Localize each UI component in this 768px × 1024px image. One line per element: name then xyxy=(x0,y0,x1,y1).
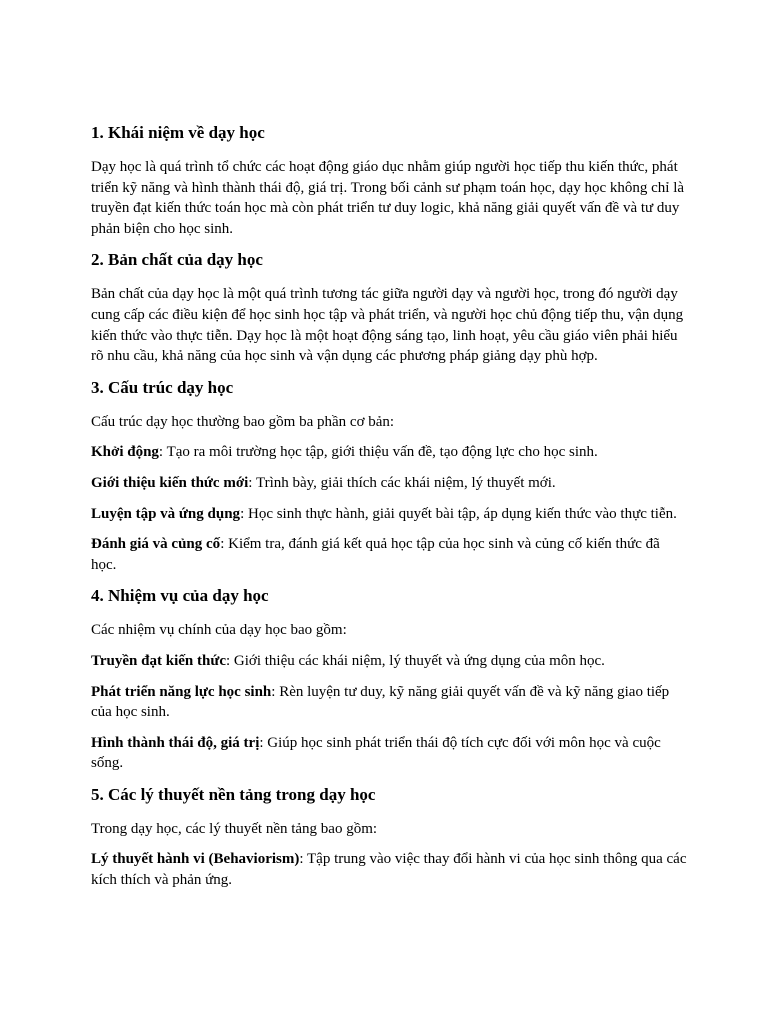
paragraph-text: Dạy học là quá trình tổ chức các hoạt động giáo dục nhằm giúp người học tiếp thu kiến thức, phát triển kỹ năng và hình thành thái độ, giá trị. Trong bối cảnh sư phạm toán học, dạy học không chỉ là truyền đạt kiến thức toán học mà còn phát triển tư duy logic, khả năng giải quyết vấn đề và tư duy phản biện cho học sinh. xyxy=(91,159,685,237)
paragraph xyxy=(91,157,687,239)
list-item xyxy=(91,651,687,672)
document-body xyxy=(91,122,687,901)
paragraph-text: Bản chất của dạy học là một quá trình tương tác giữa người dạy và người học, trong đó người dạy cung cấp các điều kiện để học sinh học tập và phát triển, và người học chủ động tiếp thu, vận dụng kiến thức vào thực tiễn. Dạy học là một hoạt động sáng tạo, linh hoạt, yêu cầu giáo viên phải hiểu rõ nhu cầu, khả năng của học sinh và vận dụng các phương pháp giảng dạy phù hợp. xyxy=(91,286,684,365)
list-item xyxy=(91,473,687,494)
list-item xyxy=(91,442,687,463)
list-item xyxy=(91,849,687,890)
item-term: Giới thiệu kiến thức mới xyxy=(91,474,249,491)
item-text: : Tập trung vào việc thay đổi hành vi của học sinh thông qua các kích thích và phản ứng. xyxy=(91,851,687,889)
section-heading: 1. Khái niệm về dạy học xyxy=(91,123,265,142)
item-term: Lý thuyết hành vi (Behaviorism) xyxy=(91,851,300,868)
paragraph-text: Cấu trúc dạy học thường bao gồm ba phần cơ bản: xyxy=(91,413,395,430)
section-structure xyxy=(91,377,687,576)
item-term: Đánh giá và củng cố xyxy=(91,536,221,553)
section-heading: 4. Nhiệm vụ của dạy học xyxy=(91,586,269,606)
paragraph-text: Các nhiệm vụ chính của dạy học bao gồm: xyxy=(91,622,347,639)
item-text: : Kiểm tra, đánh giá kết quả học tập của học sinh và củng cố kiến thức đã học. xyxy=(91,536,660,573)
item-text: : Tạo ra môi trường học tập, giới thiệu vấn đề, tạo động lực cho học sinh. xyxy=(158,444,598,461)
paragraph xyxy=(91,412,687,433)
item-term: Phát triển năng lực học sinh xyxy=(91,683,272,700)
section-nature xyxy=(91,249,687,366)
list-item xyxy=(91,534,687,575)
item-text: : Giúp học sinh phát triển thái độ tích cực đối với môn học và cuộc sống. xyxy=(91,734,661,772)
section-theories xyxy=(91,784,687,891)
list-item xyxy=(91,504,687,525)
item-text: : Giới thiệu các khái niệm, lý thuyết và ứng dụng của môn học. xyxy=(226,652,605,669)
section-concept xyxy=(91,122,687,239)
item-text: : Rèn luyện tư duy, kỹ năng giải quyết vấn đề và kỹ năng giao tiếp của học sinh. xyxy=(91,683,670,721)
paragraph xyxy=(91,620,687,641)
item-term: Truyền đạt kiến thức xyxy=(91,652,226,669)
item-term: Hình thành thái độ, giá trị xyxy=(91,734,260,751)
item-text: : Học sinh thực hành, giải quyết bài tập, áp dụng kiến thức vào thực tiễn. xyxy=(240,505,677,522)
section-tasks xyxy=(91,585,687,774)
paragraph xyxy=(91,284,687,366)
paragraph-text: Trong dạy học, các lý thuyết nền tảng bao gồm: xyxy=(91,820,378,837)
item-term: Luyện tập và ứng dụng xyxy=(91,505,241,522)
section-heading: 3. Cấu trúc dạy học xyxy=(91,377,234,397)
item-text: : Trình bày, giải thích các khái niệm, lý thuyết mới. xyxy=(248,474,556,491)
section-heading: 2. Bản chất của dạy học xyxy=(91,250,263,270)
paragraph xyxy=(91,819,687,840)
list-item xyxy=(91,682,687,723)
list-item xyxy=(91,733,687,774)
section-heading: 5. Các lý thuyết nền tảng trong dạy học xyxy=(91,784,376,804)
item-term: Khởi động xyxy=(91,444,159,461)
